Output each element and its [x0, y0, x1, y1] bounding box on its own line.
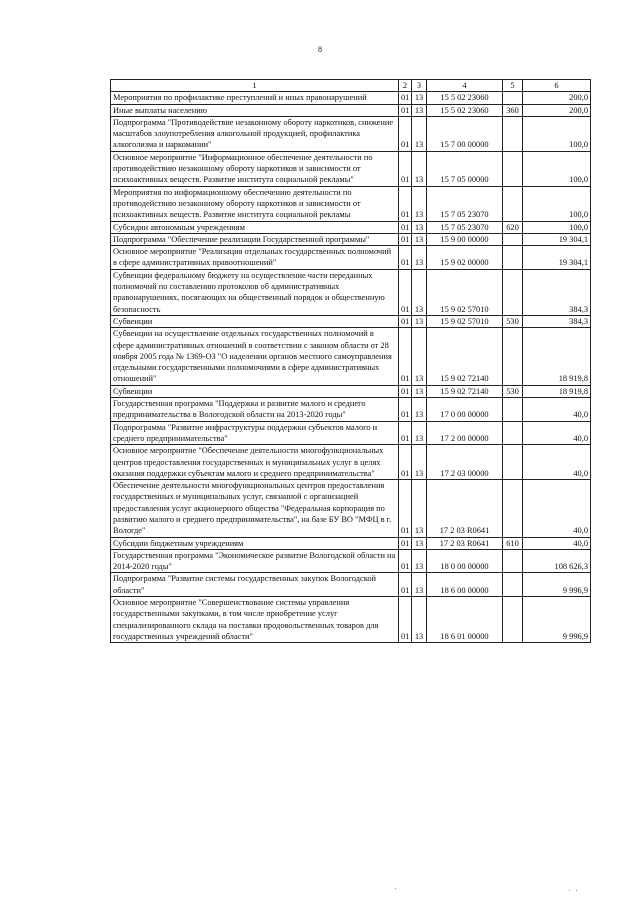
cell-c4: 15 9 02 00000 [427, 246, 503, 270]
cell-c2: 01 [399, 233, 412, 245]
cell-c3: 13 [412, 597, 427, 643]
cell-c6: 100,0 [523, 221, 591, 233]
cell-c5 [503, 445, 523, 480]
cell-c2: 01 [399, 549, 412, 573]
table-row [111, 480, 591, 537]
header-col-2: 2 [399, 80, 412, 92]
cell-c2: 01 [399, 398, 412, 422]
cell-c6: 18 919,8 [523, 328, 591, 385]
cell-c4: 15 9 02 72140 [427, 328, 503, 385]
table-row [111, 116, 591, 151]
cell-c2: 01 [399, 151, 412, 186]
cell-c2: 01 [399, 104, 412, 116]
table-body [111, 80, 591, 643]
cell-c2: 01 [399, 480, 412, 537]
cell-c2: 01 [399, 421, 412, 445]
table-row [111, 92, 591, 104]
cell-c3: 13 [412, 92, 427, 104]
cell-c4: 17 2 03 R0641 [427, 537, 503, 549]
cell-name: Основное мероприятие "Обеспечение деятельности многофункциональных центров предоставления государственных и муниципальных услуг в целях оказания поддержки субъектам малого и среднего предпринимательства" [111, 445, 399, 480]
cell-c4: 18 6 01 00000 [427, 597, 503, 643]
header-col-1: 1 [111, 80, 399, 92]
cell-name: Основное мероприятие "Совершенствование системы управления государственными закупками, в том числе приобретение услуг специализированного склада на поставки продовольственных товаров для государственных учреждений области" [111, 597, 399, 643]
cell-c3: 13 [412, 269, 427, 315]
cell-c5: 530 [503, 315, 523, 327]
cell-name: Субвенции на осуществление отдельных государственных полномочий в сфере административных отношений в соответствии с законом области от 28 ноября 2005 года № 1369-ОЗ "О наделении органов местного самоуправления отдельными государственными полномочиями в сфере административных отношений" [111, 328, 399, 385]
cell-c3: 13 [412, 445, 427, 480]
cell-c4: 17 0 00 00000 [427, 398, 503, 422]
cell-c4: 15 9 02 57010 [427, 315, 503, 327]
cell-c4: 17 2 03 00000 [427, 445, 503, 480]
cell-c3: 13 [412, 480, 427, 537]
cell-name: Субвенции [111, 315, 399, 327]
cell-c3: 13 [412, 246, 427, 270]
cell-c5 [503, 549, 523, 573]
cell-name: Иные выплаты населению [111, 104, 399, 116]
table-row [111, 328, 591, 385]
cell-c3: 13 [412, 116, 427, 151]
cell-name: Подпрограмма "Противодействие незаконному обороту наркотиков, снижение масштабов злоупотребления алкогольной продукцией, профилактика алкоголизма и наркомании" [111, 116, 399, 151]
cell-c3: 13 [412, 328, 427, 385]
cell-c5 [503, 480, 523, 537]
cell-c4: 17 2 00 00000 [427, 421, 503, 445]
cell-c4: 15 7 05 23070 [427, 186, 503, 221]
header-col-3: 3 [412, 80, 427, 92]
cell-c5 [503, 92, 523, 104]
cell-c5 [503, 151, 523, 186]
scan-speck [395, 888, 396, 889]
cell-c4: 18 0 00 00000 [427, 549, 503, 573]
cell-c5: 620 [503, 221, 523, 233]
cell-c3: 13 [412, 151, 427, 186]
cell-c6: 100,0 [523, 186, 591, 221]
table-row [111, 104, 591, 116]
cell-name: Субсидии бюджетным учреждениям [111, 537, 399, 549]
cell-c6: 384,3 [523, 269, 591, 315]
table-row [111, 549, 591, 573]
cell-c6: 100,0 [523, 116, 591, 151]
cell-c6: 40,0 [523, 398, 591, 422]
cell-name: Основное мероприятие "Реализация отдельных государственных полномочий в сфере административных правоотношений" [111, 246, 399, 270]
cell-c3: 13 [412, 104, 427, 116]
cell-c6: 100,0 [523, 151, 591, 186]
cell-name: Мероприятия по профилактике преступлений и иных правонарушений [111, 92, 399, 104]
cell-c4: 15 9 02 57010 [427, 269, 503, 315]
header-col-6: 6 [523, 80, 591, 92]
cell-c4: 15 9 02 72140 [427, 385, 503, 397]
cell-c2: 01 [399, 597, 412, 643]
cell-c6: 19 304,1 [523, 246, 591, 270]
header-col-5: 5 [503, 80, 523, 92]
cell-name: Подпрограмма "Обеспечение реализации Государственной программы" [111, 233, 399, 245]
cell-c6: 40,0 [523, 421, 591, 445]
cell-c5 [503, 398, 523, 422]
cell-c5 [503, 421, 523, 445]
cell-c6: 200,0 [523, 92, 591, 104]
table-row [111, 573, 591, 597]
cell-c2: 01 [399, 269, 412, 315]
cell-c4: 18 6 00 00000 [427, 573, 503, 597]
cell-c5 [503, 597, 523, 643]
cell-c6: 200,0 [523, 104, 591, 116]
cell-name: Подпрограмма "Развитие системы государственных закупок Вологодской области" [111, 573, 399, 597]
table-row [111, 233, 591, 245]
table-row [111, 221, 591, 233]
table-row [111, 151, 591, 186]
cell-c5 [503, 269, 523, 315]
cell-c5 [503, 328, 523, 385]
cell-c5: 610 [503, 537, 523, 549]
cell-c3: 13 [412, 315, 427, 327]
cell-c6: 40,0 [523, 480, 591, 537]
table-row [111, 597, 591, 643]
cell-c2: 01 [399, 221, 412, 233]
cell-name: Субвенции федеральному бюджету на осуществление части переданных полномочий по составлению протоколов об административных правонарушениях, посягающих на общественный порядок и общественную безопасность [111, 269, 399, 315]
cell-name: Обеспечение деятельности многофункциональных центров предоставления государственных и муниципальных услуг, связанной с организацией предоставления услуг акционерного общества "Федеральная корпорация по развитию малого и среднего предпринимательства", на базе БУ ВО "МФЦ в г. Вологде" [111, 480, 399, 537]
cell-c3: 13 [412, 398, 427, 422]
cell-c2: 01 [399, 116, 412, 151]
cell-c4: 15 7 05 00000 [427, 151, 503, 186]
cell-c5 [503, 186, 523, 221]
cell-c2: 01 [399, 537, 412, 549]
header-col-4: 4 [427, 80, 503, 92]
cell-c2: 01 [399, 573, 412, 597]
cell-c5: 530 [503, 385, 523, 397]
page-number: 8 [318, 45, 322, 54]
table-row [111, 445, 591, 480]
table-header-row [111, 80, 591, 92]
cell-c3: 13 [412, 537, 427, 549]
table-row [111, 246, 591, 270]
cell-c2: 01 [399, 186, 412, 221]
cell-c6: 108 626,3 [523, 549, 591, 573]
cell-c6: 40,0 [523, 537, 591, 549]
cell-c4: 15 7 05 23070 [427, 221, 503, 233]
table-row [111, 421, 591, 445]
table-row [111, 385, 591, 397]
table-row [111, 269, 591, 315]
cell-c6: 9 996,9 [523, 573, 591, 597]
cell-c2: 01 [399, 246, 412, 270]
cell-c3: 13 [412, 221, 427, 233]
cell-name: Субсидии автономным учреждениям [111, 221, 399, 233]
cell-c3: 13 [412, 186, 427, 221]
cell-c3: 13 [412, 421, 427, 445]
table-row [111, 537, 591, 549]
cell-c2: 01 [399, 92, 412, 104]
cell-c3: 13 [412, 573, 427, 597]
cell-c4: 15 7 00 00000 [427, 116, 503, 151]
cell-name: Основное мероприятие "Информационное обеспечение деятельности по противодействию незаконному обороту наркотиков и зависимости от психоактивных веществ. Развитие института социальной рекламы" [111, 151, 399, 186]
cell-c3: 13 [412, 549, 427, 573]
cell-c5 [503, 233, 523, 245]
cell-c5 [503, 246, 523, 270]
cell-c6: 9 996,9 [523, 597, 591, 643]
cell-c5 [503, 573, 523, 597]
cell-c4: 17 2 03 R0641 [427, 480, 503, 537]
scan-speck [569, 890, 570, 891]
cell-c5 [503, 116, 523, 151]
cell-name: Государственная программа "Экономическое развитие Вологодской области на 2014-2020 годы" [111, 549, 399, 573]
cell-c6: 384,3 [523, 315, 591, 327]
cell-c4: 15 9 00 00000 [427, 233, 503, 245]
cell-name: Субвенции [111, 385, 399, 397]
cell-c4: 15 5 02 23060 [427, 104, 503, 116]
cell-name: Подпрограмма "Развитие инфраструктуры поддержки субъектов малого и среднего предпринимательства" [111, 421, 399, 445]
cell-c6: 19 304,1 [523, 233, 591, 245]
cell-c2: 01 [399, 445, 412, 480]
cell-c2: 01 [399, 328, 412, 385]
cell-c6: 18 919,8 [523, 385, 591, 397]
cell-c3: 13 [412, 233, 427, 245]
scan-speck [576, 890, 577, 891]
cell-c2: 01 [399, 315, 412, 327]
cell-name: Государственная программа "Поддержка и развитие малого и среднего предпринимательства в Вологодской области на 2013-2020 годы" [111, 398, 399, 422]
table-row [111, 315, 591, 327]
cell-c6: 40,0 [523, 445, 591, 480]
cell-name: Мероприятия по информационному обеспечению деятельности по противодействию незаконному обороту наркотиков и зависимости от психоактивных веществ. Развитие института социальной рекламы [111, 186, 399, 221]
cell-c4: 15 5 02 23060 [427, 92, 503, 104]
table-row [111, 398, 591, 422]
cell-c5: 360 [503, 104, 523, 116]
cell-c3: 13 [412, 385, 427, 397]
budget-table [110, 79, 591, 643]
table-row [111, 186, 591, 221]
cell-c2: 01 [399, 385, 412, 397]
